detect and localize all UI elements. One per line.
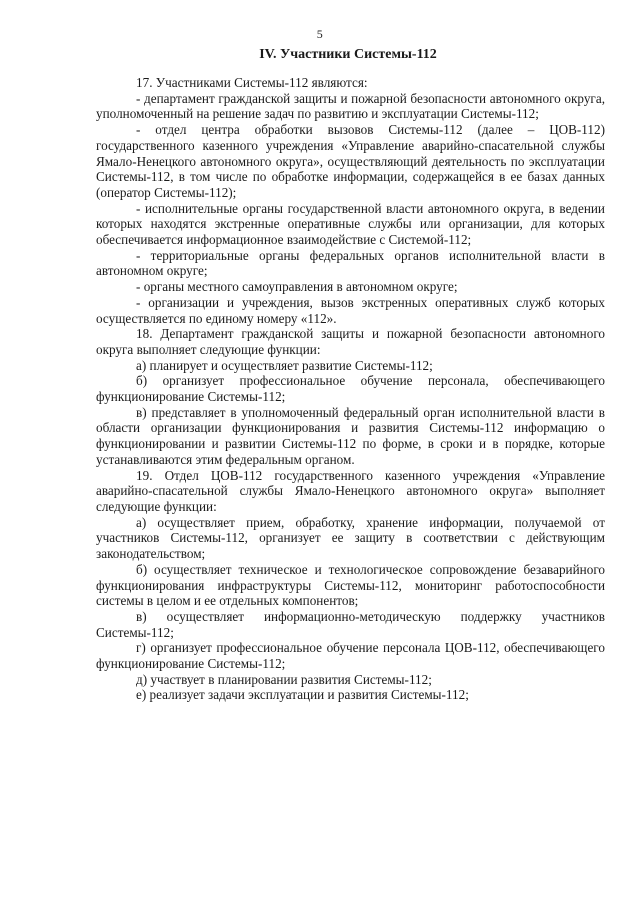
page-number: 5	[316, 27, 324, 41]
function-18c: в) представляет в уполномоченный федеральный орган исполнительной власти в области организации функционирования и развития Системы-112 информацию о функционировании и развитии Системы-112 по форме, в сроки и в порядке, которые устанавливаются этим федеральным органом.	[96, 404, 605, 467]
function-19d: г) организует профессиональное обучение персонала ЦОВ-112, обеспечивающего функционирование Системы-112;	[96, 640, 605, 672]
function-19f: е) реализует задачи эксплуатации и развития Системы-112;	[136, 687, 469, 703]
paragraph-17-intro: 17. Участниками Системы-112 являются:	[136, 75, 368, 90]
participant-territorial-bodies: - территориальные органы федеральных органов исполнительной власти в автономном округе;	[96, 247, 605, 279]
function-19a: а) осуществляет прием, обработку, хранение информации, получаемой от участников Системы-112, организует ее защиту в соответствии с действующим законодательством;	[96, 514, 605, 562]
document-body	[96, 75, 605, 703]
section-title: IV. Участники Системы-112	[259, 47, 437, 62]
function-19c: в) осуществляет информационно-методическую поддержку участников Системы-112;	[96, 608, 605, 640]
participant-executive-bodies: - исполнительные органы государственной власти автономного округа, в ведении которых находятся экстренные оперативные службы или организации, для которых обеспечивается информационное взаимодействие с Системой-112;	[96, 200, 605, 248]
function-19b: б) осуществляет техническое и технологическое сопровождение безаварийного функционирования инфраструктуры Системы-112, мониторинг работоспособности системы в целом и ее отдельных компонентов;	[96, 561, 605, 609]
function-19e: д) участвует в планировании развития Системы-112;	[136, 671, 432, 687]
participant-cov-112: - отдел центра обработки вызовов Системы-112 (далее – ЦОВ-112) государственного казенного учреждения «Управление аварийно-спасательной службы Ямало-Ненецкого автономного округа», осуществляющий деятельность по эксплуатации Системы-112, в том числе по обработке информации, содержащейся в ее базах данных (оператор Системы-112);	[96, 122, 605, 200]
function-18b: б) организует профессиональное обучение персонала, обеспечивающего функционирование Системы-112;	[96, 373, 605, 405]
function-18a: а) планирует и осуществляет развитие Системы-112;	[136, 357, 433, 373]
paragraph-19-intro: 19. Отдел ЦОВ-112 государственного казенного учреждения «Управление аварийно-спасательной службы Ямало-Ненецкого автономного округа» выполняет следующие функции:	[96, 467, 605, 514]
participant-organizations: - организации и учреждения, вызов экстренных оперативных служб которых осуществляется по единому номеру «112».	[96, 294, 605, 326]
participant-department: - департамент гражданской защиты и пожарной безопасности автономного округа, уполномоченный на решение задач по развитию и эксплуатации Системы-112;	[96, 90, 605, 122]
paragraph-18-intro: 18. Департамент гражданской защиты и пожарной безопасности автономного округа выполняет следующие функции:	[96, 326, 605, 357]
participant-local-government: - органы местного самоуправления в автономном округе;	[136, 279, 458, 295]
